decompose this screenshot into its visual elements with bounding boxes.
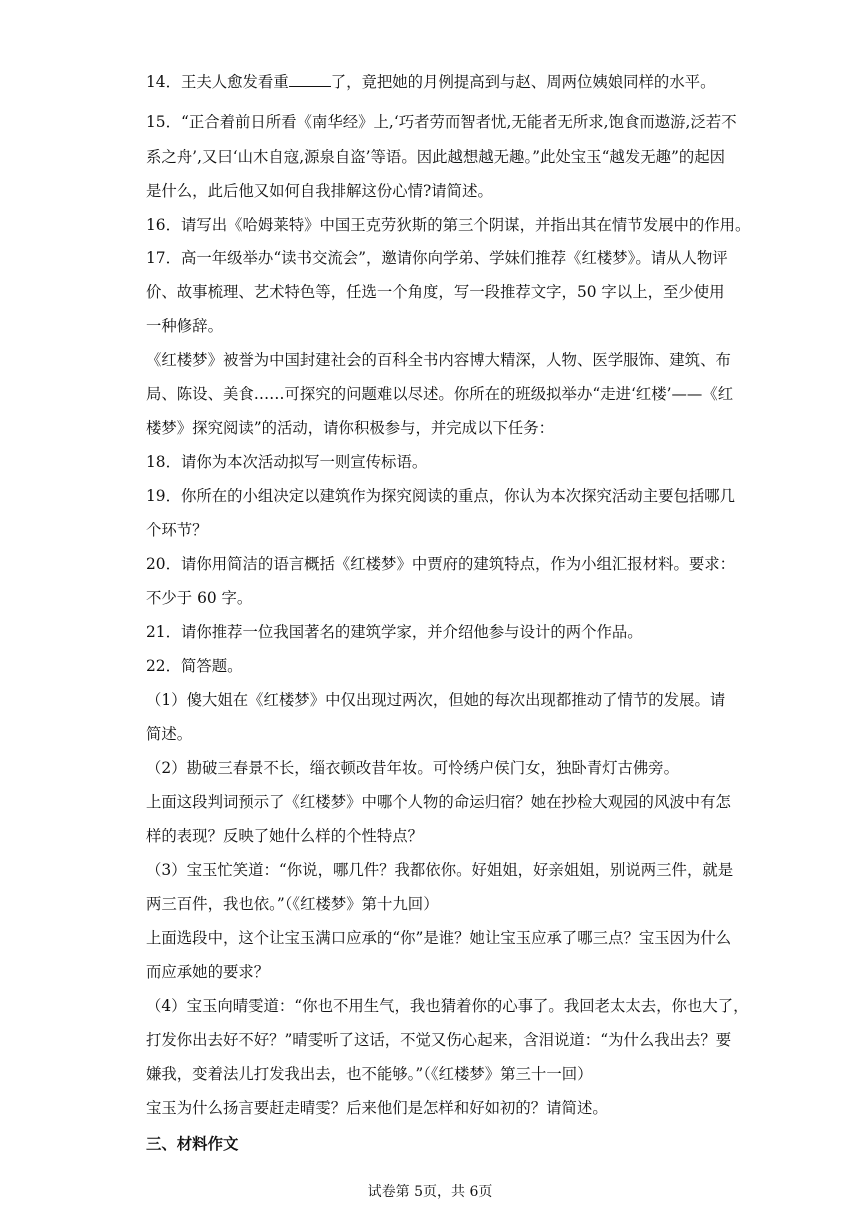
q22-part-4-line-4: 宝玉为什么扬言要赶走晴雯？后来他们是怎样和好如初的？请简述。 (146, 1099, 608, 1117)
question-17-line-3: 一种修辞。 (146, 317, 223, 335)
q22-part-4-line-1: （4）宝玉向晴雯道：“你也不用生气，我也猜着你的心事了。我回老太太去，你也大了， (146, 997, 749, 1015)
q22-part-3-line-1: （3）宝玉忙笑道：“你说，哪几件？我都依你。好姐姐，好亲姐姐，别说两三件，就是 (146, 861, 734, 879)
q14-text-before: 14．王夫人愈发看重 (146, 73, 289, 91)
question-14 (146, 72, 718, 92)
q22-part-2-line-1: （2）勘破三春景不长，缁衣顿改昔年妆。可怜绣户侯门女，独卧青灯古佛旁。 (146, 759, 680, 777)
question-15-line-3: 是什么，此后他又如何自我排解这份心情?请简述。 (146, 182, 493, 200)
intro-line-3: 楼梦》探究阅读”的活动，请你积极参与，并完成以下任务： (146, 419, 555, 437)
q22-part-4-line-2: 打发你出去好不好？”晴雯听了这话，不觉又伤心起来，含泪说道：“为什么我出去？要 (146, 1031, 732, 1049)
page-footer: 试卷第 5页，共 6页 (367, 1184, 493, 1200)
question-21: 21．请你推荐一位我国著名的建筑学家，并介绍他参与设计的两个作品。 (146, 623, 643, 641)
q22-part-1-line-1: （1）傻大姐在《红楼梦》中仅出现过两次，但她的每次出现都推动了情节的发展。请 (146, 691, 726, 709)
question-15-line-2: 系之舟’,又曰‘山木自寇,源泉自盗’等语。因此越想越无趣。”此处宝玉“越发无趣”的起因 (146, 148, 726, 166)
q14-text-after: 了，竟把她的月例提高到与赵、周两位姨娘同样的水平。 (330, 73, 716, 91)
intro-line-2: 局、陈设、美食……可探究的问题难以尽述。你所在的班级拟举办“走进‘红楼’——《红 (146, 385, 734, 403)
question-15-line-1: 15．“正合着前日所看《南华经》上,‘巧者劳而智者忧,无能者无所求,饱食而遨游,泛若不 (146, 113, 737, 131)
question-18: 18．请你为本次活动拟写一则宣传标语。 (146, 453, 428, 471)
q22-part-4-line-3: 嫌我，变着法儿打发我出去，也不能够。”（《红楼梦》第三十一回） (146, 1065, 593, 1083)
q22-part-3-line-2: 两三百件，我也依。”（《红楼梦》第十九回） (146, 895, 439, 913)
q22-part-1-line-2: 简述。 (146, 725, 193, 743)
section-heading-3: 三、材料作文 (146, 1135, 239, 1153)
question-16: 16．请写出《哈姆莱特》中国王克劳狄斯的第三个阴谋，并指出其在情节发展中的作用。 (146, 216, 751, 234)
q22-part-3-line-3: 上面选段中，这个让宝玉满口应承的“你”是谁？她让宝玉应承了哪三点？宝玉因为什么 (146, 929, 732, 947)
question-17-line-1: 17．高一年级举办“读书交流会”，邀请你向学弟、学妹们推荐《红楼梦》。请从人物评 (146, 249, 728, 267)
question-20-line-1: 20．请你用简洁的语言概括《红楼梦》中贾府的建筑特点，作为小组汇报材料。要求： (146, 555, 736, 573)
intro-line-1: 《红楼梦》被誉为中国封建社会的百科全书内容博大精深，人物、医学服饰、建筑、布 (146, 351, 731, 369)
q22-part-2-line-3: 样的表现？反映了她什么样的个性特点？ (146, 827, 424, 845)
question-22-title: 22．简答题。 (146, 657, 243, 675)
question-19-line-2: 个环节？ (146, 521, 208, 539)
q22-part-2-line-2: 上面这段判词预示了《红楼梦》中哪个人物的命运归宿？她在抄检大观园的风波中有怎 (146, 793, 731, 811)
question-17-line-2: 价、故事梳理、艺术特色等，任选一个角度，写一段推荐文字，50 字以上，至少使用 (146, 283, 725, 301)
question-20-line-2: 不少于 60 字。 (146, 589, 253, 607)
question-19-line-1: 19．你所在的小组决定以建筑作为探究阅读的重点，你认为本次探究活动主要包括哪几 (146, 487, 736, 505)
fill-in-blank[interactable] (289, 72, 331, 87)
q22-part-3-line-4: 而应承她的要求？ (146, 963, 270, 981)
